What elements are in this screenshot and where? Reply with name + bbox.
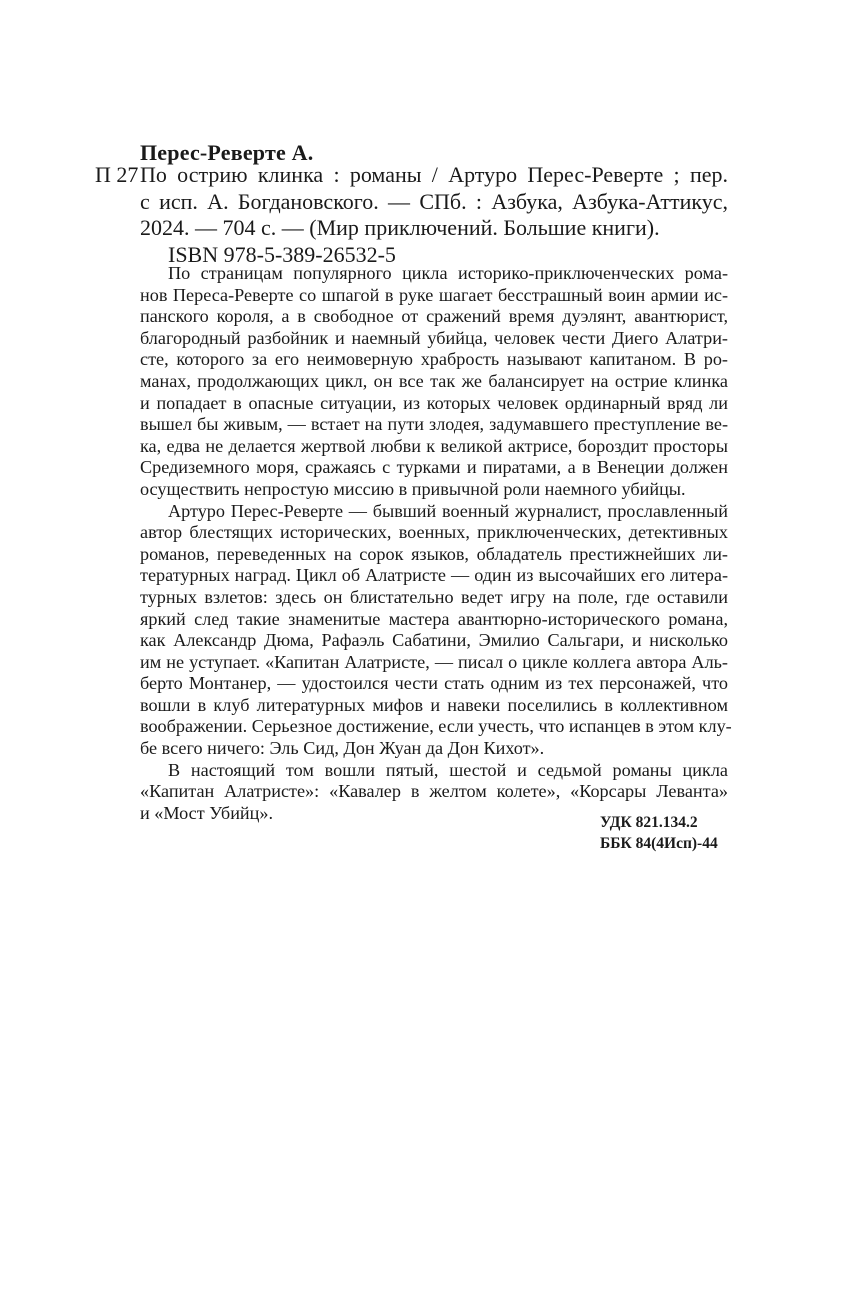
bibliographic-line: По острию клинка : романы / Артуро Перес-Реверте ; пер. <box>140 162 728 187</box>
text-line: панского короля, а в свободное от сражений время дуэлянт, авантюрист, <box>140 306 728 327</box>
bibliographic-line: с исп. А. Богдановского. — СПб. : Азбука, Азбука-Аттикус, <box>140 188 728 214</box>
text-line: и попадает в опасные ситуации, из которых человек ординарный вряд ли <box>140 392 728 413</box>
text-line: вышел бы живым, — встает на пути злодея, задумавшего преступление ве- <box>140 414 728 435</box>
text-line: как Александр Дюма, Рафаэль Сабатини, Эмилио Сальгари, и нисколько <box>140 630 728 651</box>
text-line: воображении. Серьезное достижение, если учесть, что испанцев в этом клу- <box>140 716 732 737</box>
text-line: сте, которого за его неимоверную храбрость называют капитаном. В ро- <box>140 349 728 370</box>
text-line: романов, переведенных на сорок языков, обладатель престижнейших ли- <box>140 543 728 564</box>
classification-codes <box>600 812 718 854</box>
text-line: В настоящий том вошли пятый, шестой и седьмой романы цикла <box>168 759 728 780</box>
isbn: ISBN 978-5-389-26532-5 <box>168 242 396 267</box>
text-line: ка, едва не делается жертвой любви к великой актрисе, бороздит просторы <box>140 435 728 456</box>
text-line: Артуро Перес-Реверте — бывший военный журналист, прославленный <box>168 500 728 521</box>
text-line: осуществить непростую миссию в привычной роли наемного убийцы. <box>140 478 686 499</box>
author-code: П 27 <box>95 162 139 187</box>
text-line: благородный разбойник и наемный убийца, человек чести Диего Алатри- <box>140 327 728 348</box>
text-line: яркий след такие знаменитые мастера авантюрно-исторического романа, <box>140 608 728 629</box>
annotation-paragraph-2 <box>140 500 732 760</box>
text-line: «Капитан Алатристе»: «Кавалер в желтом колете», «Корсары Леванта» <box>140 781 728 802</box>
bibliographic-description <box>140 162 728 242</box>
annotation-paragraph-1 <box>140 263 728 501</box>
text-line: бе всего ничего: Эль Сид, Дон Жуан да Дон Кихот». <box>140 738 545 759</box>
text-line: Средиземного моря, сражаясь с турками и пиратами, а в Венеции должен <box>140 457 728 478</box>
bibliographic-line: 2024. — 704 с. — (Мир приключений. Большие книги). <box>140 215 660 240</box>
text-line: им не уступает. «Капитан Алатристе, — писал о цикле коллега автора Аль- <box>140 651 728 672</box>
text-line: берто Монтанер, — удостоился чести стать одним из тех персонажей, что <box>140 673 728 694</box>
text-line: турных взлетов: здесь он блистательно ведет игру на поле, где оставили <box>140 586 728 607</box>
text-line: манах, продолжающих цикл, он все так же балансирует на острие клинка <box>140 370 728 391</box>
text-line: По страницам популярного цикла историко-приключенческих рома- <box>168 263 728 283</box>
text-line: вошли в клуб литературных мифов и навеки поселились в коллективном <box>140 694 728 715</box>
bbk-code: ББК 84(4Исп)-44 <box>600 835 718 852</box>
text-line: нов Переса-Реверте со шпагой в руке шагает бесстрашный воин армии ис- <box>140 284 728 305</box>
author-heading: Перес-Реверте А. <box>140 140 314 165</box>
udk-code: УДК 821.134.2 <box>600 814 698 831</box>
text-line: автор блестящих исторических, военных, приключенческих, детективных <box>140 522 728 543</box>
text-line: тературных наград. Цикл об Алатристе — один из высочайших его литера- <box>140 565 728 586</box>
text-line: и «Мост Убийц». <box>140 802 274 823</box>
annotation <box>140 263 732 824</box>
